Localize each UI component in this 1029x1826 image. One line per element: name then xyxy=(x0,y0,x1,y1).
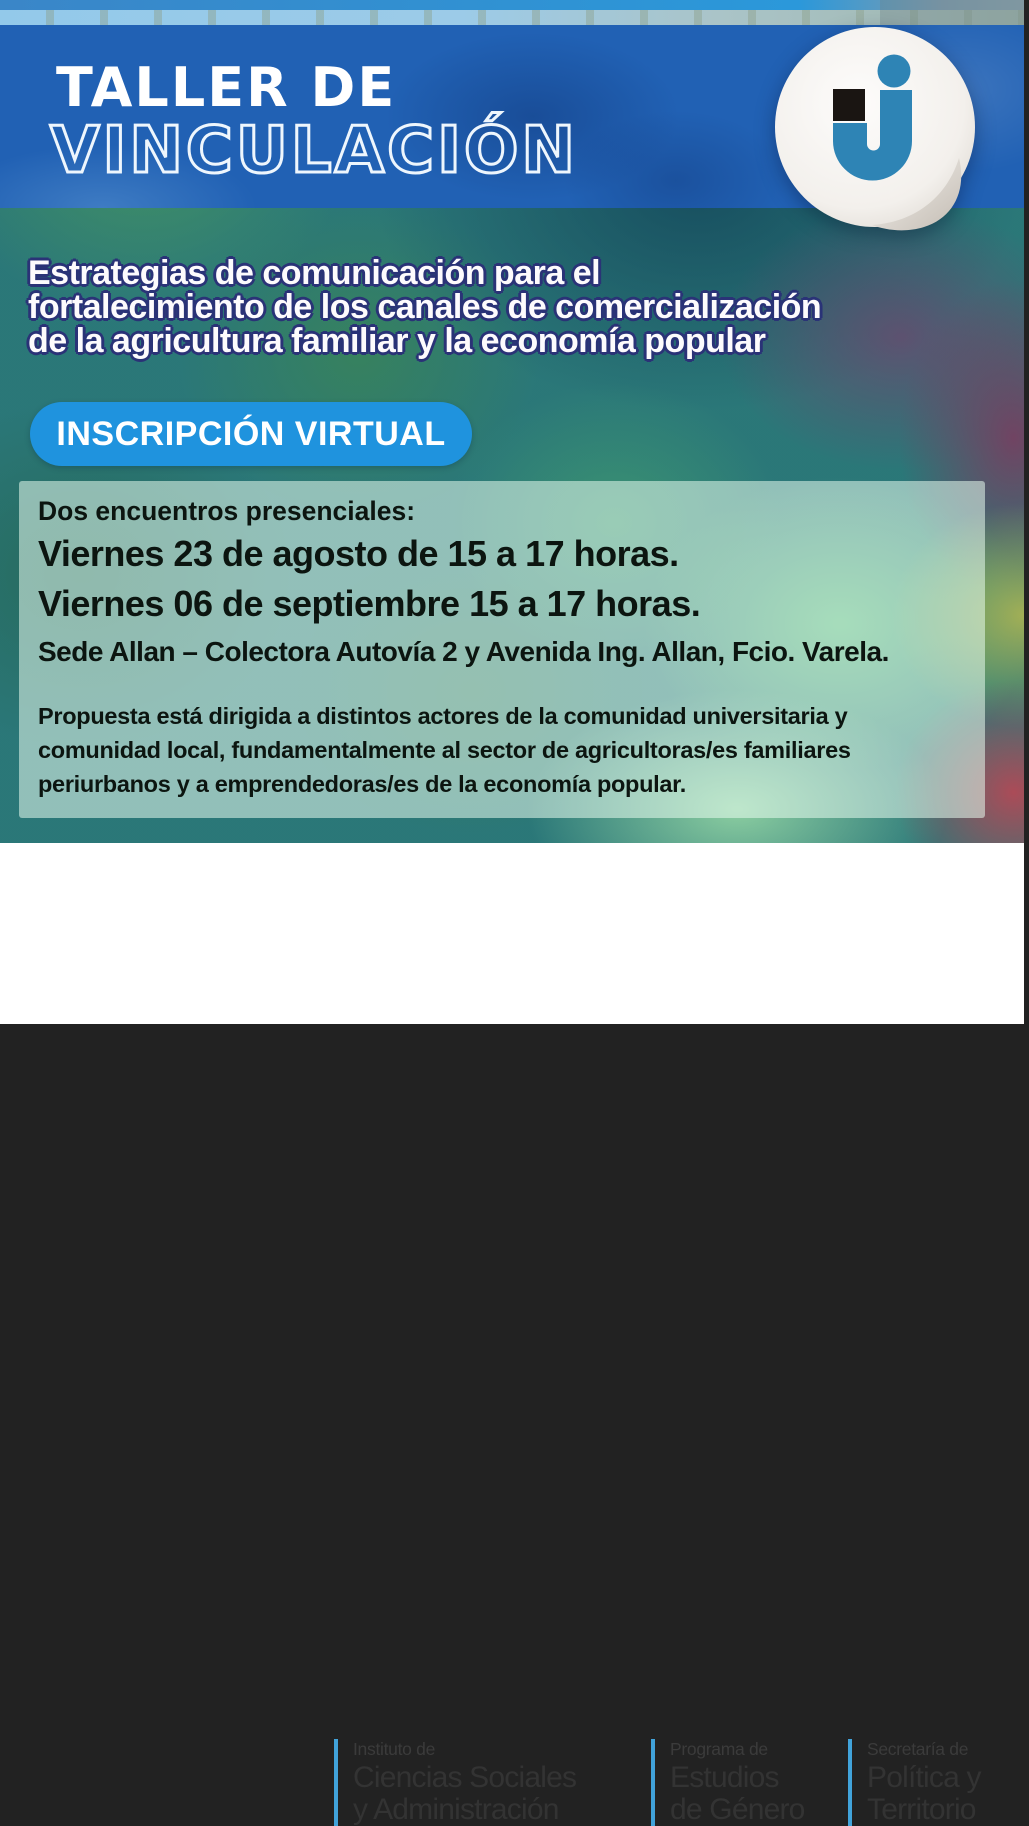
description-line: de la agricultura familiar y la economía popular xyxy=(28,322,766,360)
institution-name-line: Estudios xyxy=(670,1761,779,1794)
audience-paragraph xyxy=(38,699,965,801)
page-title-line2: VINCULACIÓN xyxy=(50,114,578,188)
institution-estudios-de-genero xyxy=(651,1739,822,1826)
inscription-virtual-button[interactable] xyxy=(30,402,472,466)
audience-line: periurbanos y a emprendedoras/es de la economía popular. xyxy=(38,771,686,797)
top-strip-light xyxy=(0,10,1024,25)
description-line: Estrategias de comunicación para el xyxy=(28,254,601,292)
session-1-date: Viernes 23 de agosto de 15 a 17 horas. xyxy=(38,533,679,574)
description-line: fortalecimiento de los canales de comercialización xyxy=(28,288,822,326)
institution-name-line: de Género xyxy=(670,1793,805,1826)
session-2-date: Viernes 06 de septiembre 15 a 17 horas. xyxy=(38,583,701,624)
institution-small-label: Secretaría de xyxy=(867,1739,969,1759)
footer xyxy=(0,843,1024,1826)
inscription-virtual-label: INSCRIPCIÓN VIRTUAL xyxy=(56,414,446,453)
top-strip-blue xyxy=(0,0,1024,10)
institution-name-line: y Administración xyxy=(353,1793,559,1826)
institution-name-line: Territorio xyxy=(867,1793,976,1826)
institution-small-label: Instituto de xyxy=(353,1739,436,1759)
workshop-description xyxy=(28,256,1008,358)
background-figure-shadow xyxy=(880,0,1024,25)
audience-line: comunidad local, fundamentalmente al sector de agricultoras/es familiares xyxy=(38,737,851,763)
details-panel xyxy=(19,481,985,818)
institution-logos xyxy=(334,1739,1029,1826)
institution-small-label: Programa de xyxy=(670,1739,768,1759)
unaj-sticker-logo-icon xyxy=(772,24,978,230)
institution-name-line: Ciencias Sociales xyxy=(353,1761,577,1794)
venue-address: Sede Allan – Colectora Autovía 2 y Avenida Ing. Allan, Fcio. Varela. xyxy=(38,636,889,667)
institution-name-line: Política y xyxy=(867,1761,981,1794)
audience-line: Propuesta está dirigida a distintos actores de la comunidad universitaria y xyxy=(38,703,848,729)
institution-ciencias-sociales xyxy=(334,1739,625,1826)
sessions-intro: Dos encuentros presenciales: xyxy=(38,496,416,526)
page-title-line1: TALLER DE xyxy=(56,56,397,119)
institution-politica-y-territorio xyxy=(848,1739,1029,1826)
